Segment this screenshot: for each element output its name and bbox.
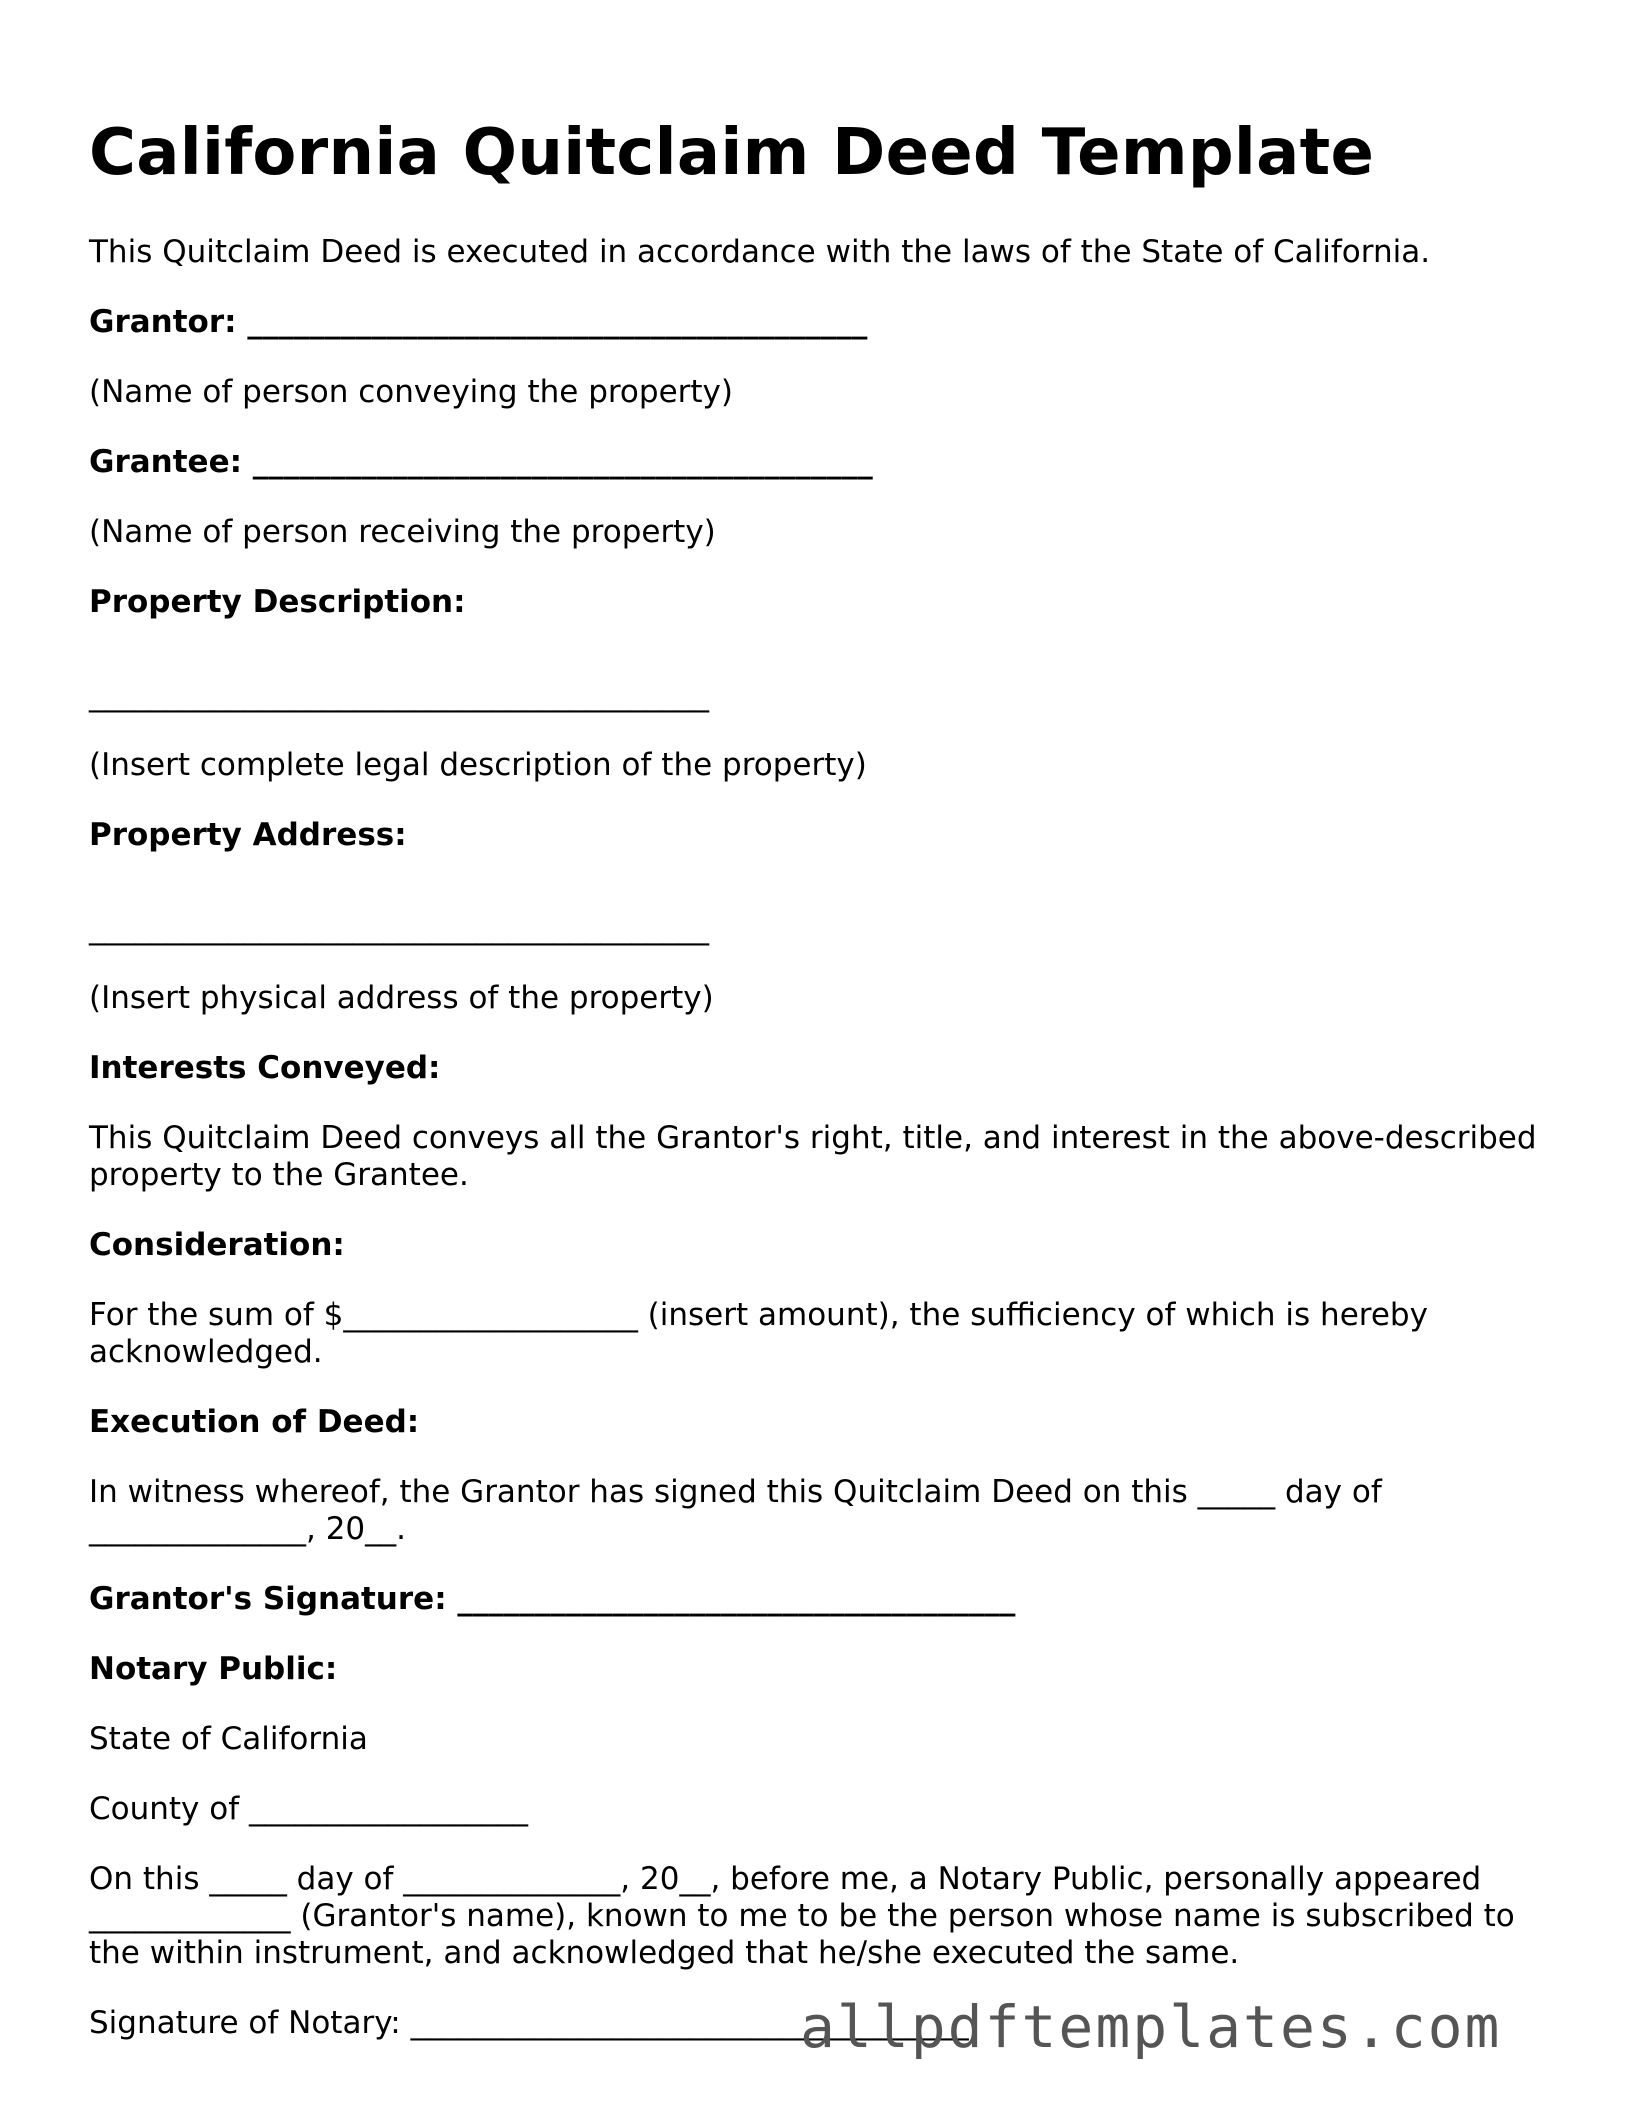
property-description-note: (Insert complete legal description of the property): [89, 747, 867, 783]
grantor-note: (Name of person conveying the property): [89, 374, 733, 410]
grantee-note: (Name of person receiving the property): [89, 514, 716, 550]
watermark: allpdftemplates.com: [800, 1993, 1502, 2061]
execution-text: In witness whereof, the Grantor has signed this Quitclaim Deed on this _____ day of ______________, 20__.: [89, 1474, 1382, 1547]
property-address-line: ________________________________________: [89, 910, 709, 946]
consideration-text: For the sum of $___________________ (insert amount), the sufficiency of which is hereby acknowledged.: [89, 1297, 1428, 1370]
notary-heading: Notary Public:: [89, 1651, 338, 1687]
interests-heading: Interests Conveyed:: [89, 1050, 441, 1086]
deed-document: [89, 108, 1559, 2042]
property-address-heading: Property Address:: [89, 817, 407, 853]
intro-text: This Quitclaim Deed is executed in accordance with the laws of the State of California.: [89, 234, 1431, 270]
execution-heading: Execution of Deed:: [89, 1404, 420, 1440]
grantee-field: Grantee: ________________________________________: [89, 444, 873, 480]
consideration-heading: Consideration:: [89, 1227, 345, 1263]
document-title: California Quitclaim Deed Template: [89, 116, 1375, 190]
grantor-signature-field: Grantor's Signature: ____________________________________: [89, 1581, 1016, 1617]
notary-county: County of __________________: [89, 1791, 528, 1827]
property-address-note: (Insert physical address of the property): [89, 980, 714, 1016]
grantor-field: Grantor: ________________________________________: [89, 304, 868, 340]
property-description-line: ________________________________________: [89, 677, 709, 713]
notary-acknowledgment: On this _____ day of ______________, 20__, before me, a Notary Public, personally appeared _____________ (Grantor's name), known to me to be the person whose name is subscribed to the within instrument, and acknowledged that he/she executed the same.: [89, 1861, 1515, 1971]
notary-signature-field: Signature of Notary: ____________________________________: [89, 2005, 969, 2041]
property-description-heading: Property Description:: [89, 584, 466, 620]
notary-state: State of California: [89, 1721, 368, 1757]
interests-text: This Quitclaim Deed conveys all the Grantor's right, title, and interest in the above-described property to the Grantee.: [89, 1120, 1537, 1193]
